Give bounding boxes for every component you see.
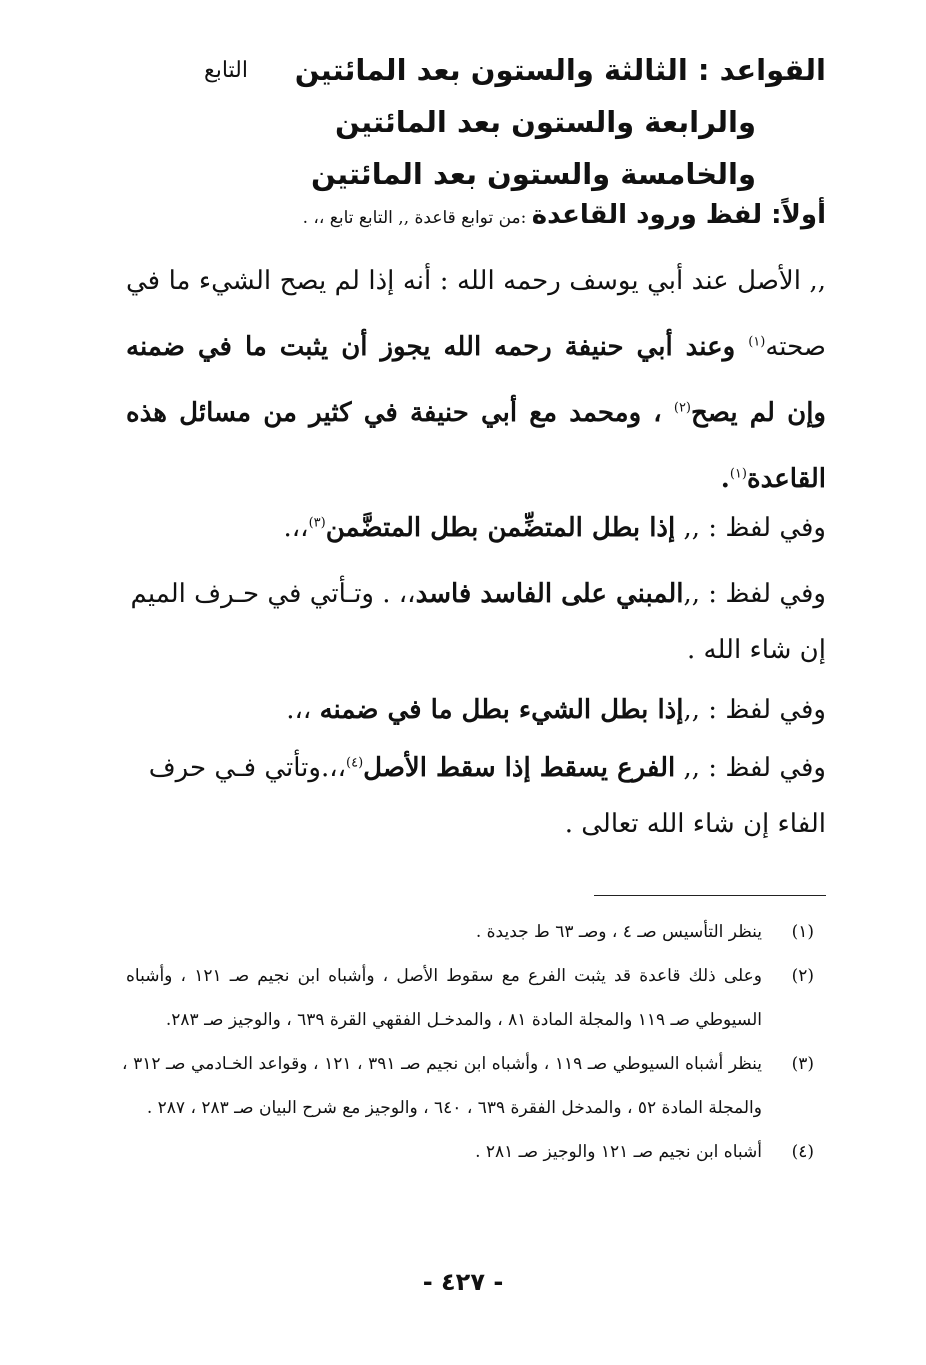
page-number: - ٤٢٧ - (422, 1268, 504, 1296)
footnote-number: (١) (791, 922, 814, 942)
footnote-number: (٢) (791, 966, 814, 986)
footnote-4 (126, 1130, 826, 1174)
variant-suffix: ،،. (286, 695, 320, 725)
footnote-ref: (١) (729, 466, 747, 482)
intro-label: أولاً: لفظ ورود القاعدة (531, 200, 826, 230)
running-head: التابع (204, 58, 248, 83)
variant-2 (126, 566, 826, 678)
variant-suffix: ،،. (283, 513, 309, 543)
intro-line (303, 200, 826, 230)
variant-prefix: وفي لفظ : ,, (683, 695, 826, 725)
intro-note: :من توابع قاعدة ,, التابع تابع ،، . (302, 208, 532, 228)
footnote-text: ينظر التأسيس صـ ٤ ، وصـ ٦٣ ط جديدة . (475, 922, 762, 942)
variant-3 (126, 680, 826, 740)
variant-phrase: إذا بطل المتضِّمن بطل المتضَّمن (325, 513, 676, 543)
variant-prefix: وفي لفظ : ,, (683, 579, 826, 609)
footnote-ref: (٢) (673, 400, 691, 416)
paragraph-end: . (720, 464, 730, 494)
variant-1 (126, 498, 826, 558)
variant-suffix: ،،.وتأتي فـي حرف الفاء إن شاء الله تعالى . (148, 753, 826, 839)
heading-line-2: والرابعة والستون بعد المائتين (335, 105, 756, 139)
paragraph-main (126, 248, 826, 512)
paragraph-text-bold: ، ومحمد مع أبي حنيفة في كثير من مسائل هذه القاعدة (126, 398, 826, 494)
footnote-2 (126, 954, 826, 1042)
footnote-1 (126, 910, 826, 954)
footnote-3 (122, 1042, 826, 1130)
footnotes (122, 910, 826, 1174)
variant-prefix: وفي لفظ : ,, (675, 513, 826, 543)
footnote-ref: (٣) (308, 515, 326, 531)
footnote-text: أشباه ابن نجيم صـ ١٢١ والوجيز صـ ٢٨١ . (475, 1142, 762, 1162)
footnote-separator (594, 895, 826, 896)
paragraph-text-bold: وعند أبي حنيفة رحمه الله يجوز أن يثبت ما في ضمنه وإن لم يصح (126, 332, 826, 428)
heading-line-1: القواعد : الثالثة والستون بعد المائتين (294, 53, 826, 87)
variant-prefix: وفي لفظ : ,, (675, 753, 826, 783)
footnote-ref: (٤) (346, 755, 364, 771)
variant-4 (126, 740, 826, 852)
variant-phrase: إذا بطل الشيء بطل ما في ضمنه (319, 695, 684, 725)
heading-line-3: والخامسة والستون بعد المائتين (311, 157, 756, 191)
footnote-text: وعلى ذلك قاعدة قد يثبت الفرع مع سقوط الأصل ، وأشباه ابن نجيم صـ ١٢١ ، وأشباه السيوطي صـ ١١٩ والمجلة المادة ٨١ ، والمدخـل الفقهي القرة ٦٣٩ ، والوجيز صـ ٢٨٣. (126, 966, 763, 1030)
footnote-number: (٣) (791, 1054, 814, 1074)
variant-phrase: الفرع يسقط إذا سقط الأصل (363, 753, 676, 783)
footnote-number: (٤) (791, 1142, 814, 1162)
paragraph-text: ,, الأصل عند أبي يوسف رحمه الله : أنه إذا لم يصح الشيء ما في صحته (126, 266, 826, 362)
footnote-text: ينظر أشباه السيوطي صـ ١١٩ ، وأشباه ابن نجيم صـ ٣٩١ ، ١٢١ ، وقواعد الخـادمي صـ ٣١٢ ، والمجلة المادة ٥٢ ، والمدخل الفقرة ٦٣٩ ، ٦٤٠ ، والوجيز مع شرح البيان صـ ٢٨٣ ، ٢٨٧ . (122, 1054, 763, 1118)
variant-phrase: المبني على الفاسد فاسد (415, 579, 684, 609)
variant-suffix: ،، . وتـأتي في حـرف الميم إن شاء الله . (130, 579, 826, 665)
footnote-ref: (١) (748, 334, 766, 350)
